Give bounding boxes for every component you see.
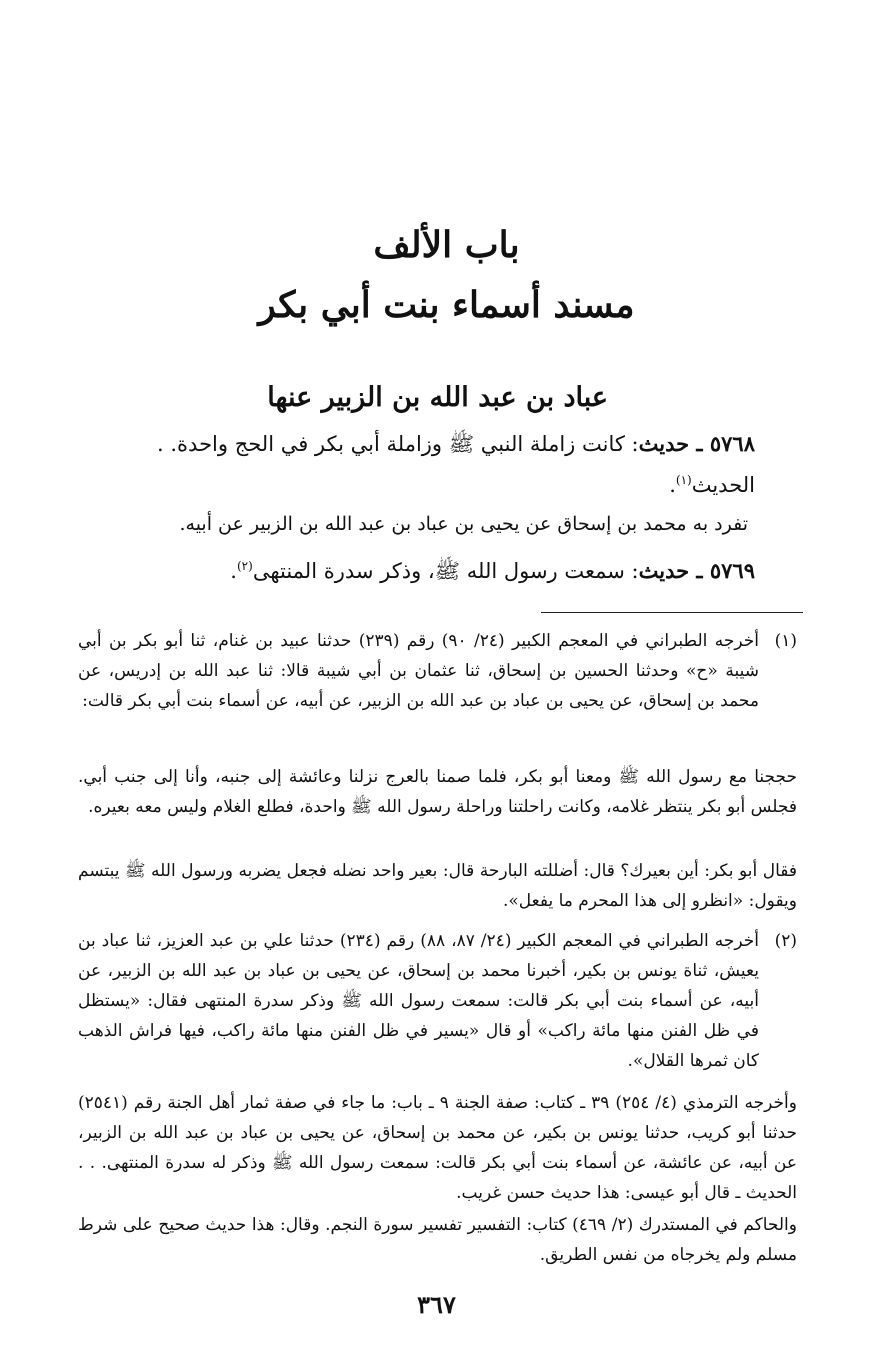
footnote-2 bbox=[78, 926, 797, 1076]
footnote-2-tirmidhi bbox=[78, 1088, 797, 1208]
footnote-paragraph: أخرجه الطبراني في المعجم الكبير (٢٤/ ٩٠) رقم (٢٣٩) حدثنا عبيد بن غنام، ثنا أبو بكر بن أبي شيبة «ح» وحدثنا الحسين بن إسحاق، ثنا عثمان بن أبي شيبة قالا: ثنا عبد الله بن إدريس، عن محمد بن إسحاق، عن يحيى بن عباد بن عبد الله بن الزبير، عن أبيه، عن أسماء بنت أبي بكر قالت: bbox=[78, 631, 759, 711]
footnote-paragraph: حججنا مع رسول الله ﷺ ومعنا أبو بكر، فلما صمنا بالعرج نزلنا وعائشة إلى جنبه، وأنا إلى جنب أبي. فجلس أبو بكر ينتظر غلامه، وكانت راحلتنا وراحلة رسول الله ﷺ واحدة، فطلع الغلام وليس معه بعيره. bbox=[78, 767, 797, 817]
hadith-number: ٥٧٦٨ bbox=[709, 431, 755, 456]
musnad-title: مسند أسماء بنت أبي بكر bbox=[258, 284, 635, 326]
hadith-5769: ٥٧٦٩ ـ حديث: سمعت رسول الله ﷺ، وذكر سدرة المنتهى$^{(٢)}$. bbox=[230, 558, 755, 583]
footnote-separator bbox=[541, 612, 803, 613]
hadith-keyword: حديث bbox=[638, 558, 690, 583]
footnote-number: (١) bbox=[774, 631, 797, 651]
hadith-5768-note: تفرد به محمد بن إسحاق عن يحيى بن عباد بن عبد الله بن الزبير عن أبيه. bbox=[179, 513, 748, 535]
hadith-keyword: حديث bbox=[638, 431, 690, 456]
hadith-5768: ٥٧٦٨ ـ حديث: كانت زاملة النبي ﷺ وزاملة أبي بكر في الحج واحدة. . الحديث$^{(١)}$. bbox=[157, 431, 755, 497]
footnote-2-hakim bbox=[78, 1210, 797, 1270]
footnote-paragraph: وأخرجه الترمذي (٤/ ٢٥٤) ٣٩ ـ كتاب: صفة الجنة ٩ ـ باب: ما جاء في صفة ثمار أهل الجنة رقم (٢٥٤١) حدثنا أبو كريب، حدثنا يونس بن بكير، عن محمد بن إسحاق، عن يحيى بن عباد بن عبد الله بن الزبير، عن أبيه، عن عائشة، عن أسماء بنت أبي بكر قالت: سمعت رسول الله ﷺ وذكر له سدرة المنتهى. . . الحديث ـ قال أبو عيسى: هذا حديث حسن غريب. bbox=[78, 1093, 797, 1203]
narrator-heading: عباد بن عبد الله بن الزبير عنها bbox=[267, 382, 608, 413]
hadith-number: ٥٧٦٩ bbox=[709, 558, 755, 583]
footnote-1-quote bbox=[78, 762, 797, 822]
footnote-paragraph: أخرجه الطبراني في المعجم الكبير (٢٤/ ٨٧، ٨٨) رقم (٢٣٤) حدثنا علي بن عبد العزيز، ثنا عباد بن يعيش، ثناة يونس بن بكير، أخبرنا محمد بن إسحاق، عن يحيى بن عباد بن عبد الله بن الزبير، عن أبيه، عن أسماء بنت أبي بكر قالت: سمعت رسول الله ﷺ وذكر سدرة المنتهى فقال: «يستظل في ظل الفنن منها مائة راكب» أو قال «يسير في ظل الفنن منها مائة راكب، فيها فراش الذهب كان ثمرها القلال». bbox=[78, 931, 759, 1071]
footnote-ref: (١) bbox=[675, 473, 692, 487]
chapter-title: باب الألف bbox=[373, 224, 520, 266]
hadith-text: : كانت زاملة النبي ﷺ وزاملة أبي بكر في الحج واحدة. . الحديث bbox=[157, 432, 755, 497]
footnote-paragraph: والحاكم في المستدرك (٢/ ٤٦٩) كتاب: التفسير تفسير سورة النجم. وقال: هذا حديث صحيح على شرط مسلم ولم يخرجاه من نفس الطريق. bbox=[78, 1215, 797, 1265]
footnote-number: (٢) bbox=[774, 931, 797, 951]
hadith-text: : سمعت رسول الله ﷺ، وذكر سدرة المنتهى bbox=[252, 559, 639, 583]
footnote-1-quote-cont bbox=[78, 856, 797, 916]
footnote-1 bbox=[78, 626, 797, 716]
page-number: ٣٦٧ bbox=[417, 1290, 456, 1319]
footnote-paragraph: فقال أبو بكر: أين بعيرك؟ قال: أضللته البارحة قال: بعير واحد نضله فجعل يضربه ورسول الله ﷺ يبتسم ويقول: «انظرو إلى هذا المحرم ما يفعل». bbox=[78, 861, 797, 911]
footnote-ref: (٢) bbox=[236, 559, 253, 573]
